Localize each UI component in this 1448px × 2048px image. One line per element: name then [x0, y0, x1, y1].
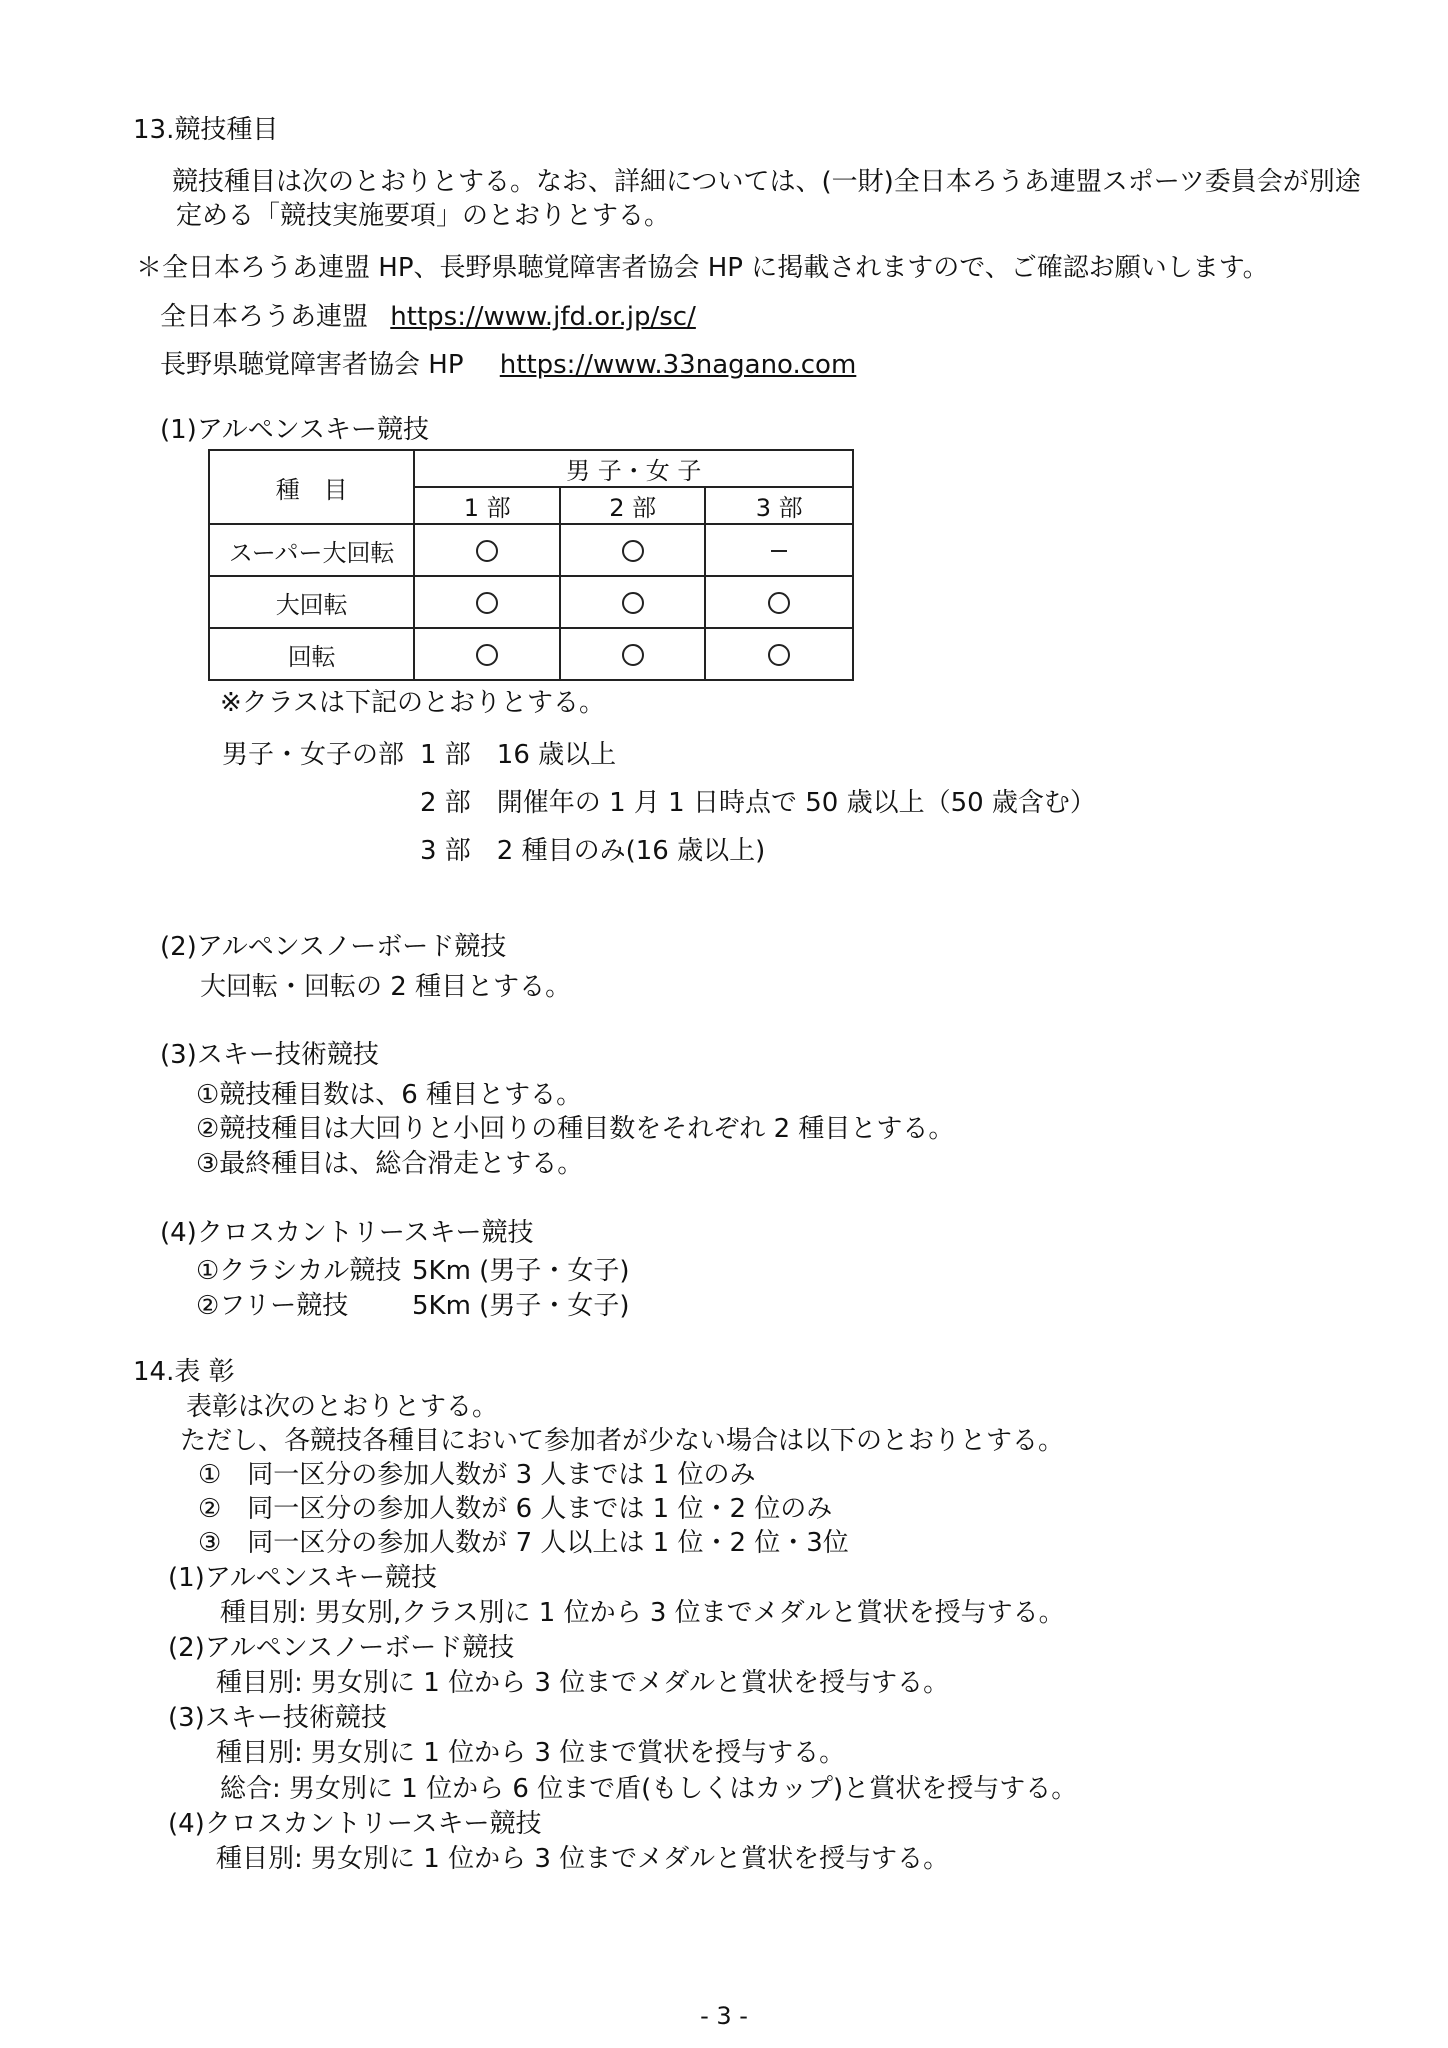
award-snowboard-title: (2)アルペンスノーボード競技	[168, 1633, 515, 1663]
jfd-link-label: 全日本ろうあ連盟	[160, 302, 369, 332]
jfd-link[interactable]: https://www.jfd.or.jp/sc/	[390, 302, 696, 332]
award-technical-title: (3)スキー技術競技	[168, 1703, 387, 1733]
alpine-title: (1)アルペンスキー競技	[160, 415, 430, 445]
section-14-intro-line2: ただし、各競技各種目において参加者が少ない場合は以下のとおりとする。	[180, 1426, 1065, 1456]
award-rule-2: ② 同一区分の参加人数が 6 人までは 1 位・2 位のみ	[198, 1494, 833, 1524]
award-crosscountry-title: (4)クロスカントリースキー競技	[168, 1809, 542, 1839]
class2-mark-cell	[560, 576, 706, 628]
circle-mark	[622, 644, 644, 666]
class-2-description: 2 部 開催年の 1 月 1 日時点で 50 歳以上（50 歳含む）	[420, 788, 1096, 818]
circle-mark	[476, 540, 498, 562]
event-name-cell: 回転	[209, 628, 414, 680]
event-name-cell: スーパー大回転	[209, 524, 414, 576]
circle-mark	[476, 644, 498, 666]
header-group-cell: 男 子・女 子	[414, 450, 853, 487]
jfd-link-row	[160, 302, 696, 333]
table-row	[209, 524, 853, 576]
section-14-intro-line1: 表彰は次のとおりとする。	[186, 1392, 499, 1422]
class-note: ※クラスは下記のとおりとする。	[220, 688, 606, 718]
table-row	[209, 576, 853, 628]
nagano-link-label: 長野県聴覚障害者協会 HP	[160, 350, 464, 380]
crosscountry-item-2-distance: 5Km (男子・女子)	[412, 1291, 630, 1321]
class3-mark-cell	[705, 524, 853, 576]
header-class2-cell: 2 部	[560, 487, 706, 524]
nagano-link[interactable]: https://www.33nagano.com	[499, 350, 857, 380]
class3-mark-cell	[705, 576, 853, 628]
page-number: - 3 -	[700, 2002, 748, 2030]
nagano-link-row	[160, 350, 856, 381]
website-note: ＊全日本ろうあ連盟 HP、長野県聴覚障害者協会 HP に掲載されますので、ご確認お願いします。	[136, 253, 1269, 283]
award-rule-3: ③ 同一区分の参加人数が 7 人以上は 1 位・2 位・3位	[198, 1528, 849, 1558]
crosscountry-title: (4)クロスカントリースキー競技	[160, 1218, 534, 1248]
crosscountry-item-1-distance: 5Km (男子・女子)	[412, 1256, 630, 1286]
crosscountry-item-2: ②フリー競技	[196, 1291, 349, 1321]
class-group-label: 男子・女子の部	[222, 740, 405, 770]
award-rule-1: ① 同一区分の参加人数が 3 人までは 1 位のみ	[198, 1460, 756, 1490]
class-1-description: 1 部 16 歳以上	[420, 740, 617, 770]
class1-mark-cell	[414, 576, 560, 628]
header-event-cell: 種 目	[209, 450, 414, 524]
circle-mark	[622, 540, 644, 562]
technical-item-3: ③最終種目は、総合滑走とする。	[196, 1149, 584, 1179]
class1-mark-cell	[414, 628, 560, 680]
event-name-cell: 大回転	[209, 576, 414, 628]
snowboard-text: 大回転・回転の 2 種目とする。	[200, 972, 572, 1002]
technical-item-1: ①競技種目数は、6 種目とする。	[196, 1080, 583, 1110]
circle-mark	[476, 592, 498, 614]
section-14-heading: 14.表 彰	[133, 1357, 235, 1387]
award-alpine-title: (1)アルペンスキー競技	[168, 1563, 438, 1593]
crosscountry-item-1: ①クラシカル競技	[196, 1256, 402, 1286]
alpine-events-table	[208, 449, 854, 681]
table-row	[209, 628, 853, 680]
class3-mark-cell	[705, 628, 853, 680]
section-13-heading: 13.競技種目	[133, 115, 279, 145]
award-snowboard-text: 種目別: 男女別に 1 位から 3 位までメダルと賞状を授与する。	[216, 1668, 950, 1698]
award-alpine-text: 種目別: 男女別,クラス別に 1 位から 3 位までメダルと賞状を授与する。	[220, 1598, 1065, 1628]
header-class1-cell: 1 部	[414, 487, 560, 524]
class-3-description: 3 部 2 種目のみ(16 歳以上)	[420, 836, 766, 866]
award-technical-text-1: 種目別: 男女別に 1 位から 3 位まで賞状を授与する。	[216, 1738, 846, 1768]
technical-item-2: ②競技種目は大回りと小回りの種目数をそれぞれ 2 種目とする。	[196, 1114, 955, 1144]
section-13-intro-line2: 定める「競技実施要項」のとおりとする。	[176, 201, 671, 231]
class2-mark-cell	[560, 524, 706, 576]
header-class3-cell: 3 部	[705, 487, 853, 524]
technical-title: (3)スキー技術競技	[160, 1040, 379, 1070]
snowboard-title: (2)アルペンスノーボード競技	[160, 932, 507, 962]
circle-mark	[622, 592, 644, 614]
circle-mark	[768, 644, 790, 666]
class1-mark-cell	[414, 524, 560, 576]
table-header-row	[209, 450, 853, 487]
dash-mark	[771, 550, 787, 552]
section-13-intro-line1: 競技種目は次のとおりとする。なお、詳細については、(一財)全日本ろうあ連盟スポーツ委員会が別途	[172, 167, 1361, 197]
circle-mark	[768, 592, 790, 614]
class2-mark-cell	[560, 628, 706, 680]
award-crosscountry-text: 種目別: 男女別に 1 位から 3 位までメダルと賞状を授与する。	[216, 1844, 950, 1874]
award-technical-text-2: 総合: 男女別に 1 位から 6 位まで盾(もしくはカップ)と賞状を授与する。	[220, 1774, 1078, 1804]
